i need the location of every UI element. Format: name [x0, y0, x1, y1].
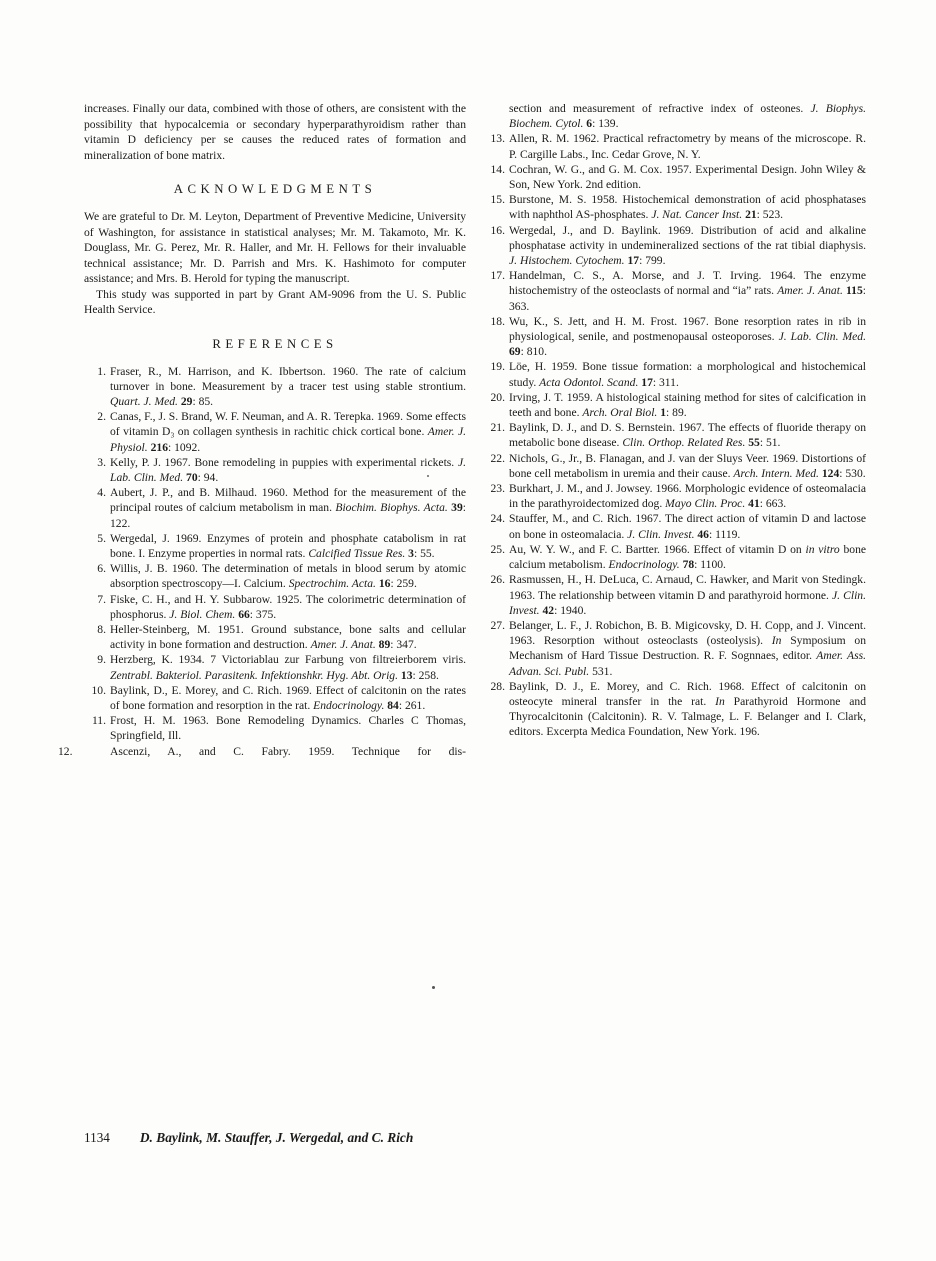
text-run: Irving, J. T. 1959. A histological staining method for sites of calcification in teeth and bone.: [509, 390, 866, 420]
reference-text: [509, 512, 866, 540]
volume-number: 84: [387, 698, 399, 712]
scan-artifact-dot: [432, 986, 435, 989]
reference-text: [110, 745, 466, 758]
volume-number: 39: [451, 501, 463, 515]
reference-text: [509, 360, 866, 388]
text-run: Burstone, M. S. 1958. Histochemical demonstration of acid phosphatases with naphthol AS-phosphates.: [509, 193, 866, 222]
italic-run: Arch. Intern. Med.: [733, 466, 819, 480]
text-run: Baylink, D., E. Morey, and C. Rich. 1969. Effect of calcitonin on the rates of bone formation and resorption in the rat.: [110, 683, 466, 712]
reference-item: [492, 359, 866, 389]
acknowledgments-heading: ACKNOWLEDGMENTS: [173, 182, 377, 196]
italic-run: Mayo Clin. Proc.: [665, 497, 746, 511]
italic-run: J. Biophys. Biochem. Cytol.: [509, 102, 866, 131]
italic-run: J. Clin. Invest.: [509, 588, 866, 617]
page-footer: [84, 1130, 413, 1146]
reference-number: 26.: [490, 573, 505, 587]
reference-item: [492, 542, 866, 572]
reference-item: [84, 713, 466, 743]
text-run: : 347.: [390, 638, 417, 652]
volume-number: 55: [748, 436, 760, 450]
volume-number: 3: [408, 546, 414, 560]
reference-text: [509, 391, 866, 419]
text-run: Burkhart, J. M., and J. Jowsey. 1966. Morphologic evidence of osteomalacia in the parathyroidectomized dog.: [509, 482, 866, 511]
reference-number: 17.: [490, 269, 505, 283]
reference-text: [110, 365, 466, 408]
text-run: : 810.: [520, 345, 548, 359]
reference-item: [84, 561, 466, 591]
reference-number: 11.: [91, 714, 106, 728]
running-authors: D. Baylink, M. Stauffer, J. Wergedal, and C. Rich: [139, 1130, 414, 1145]
volume-number: 1: [660, 406, 667, 420]
text-run: Au, W. Y. W., and F. C. Bartter. 1966. Effect of vitamin D on: [509, 542, 806, 556]
text-run: Allen, R. M. 1962. Practical refractometry by means of the microscope. R. P. Cargille Labs., Inc. Cedar Grove, N. Y.: [509, 132, 866, 161]
volume-number: 89: [378, 638, 391, 652]
reference-text: [509, 163, 866, 191]
reference-item: [84, 485, 466, 531]
italic-run: Spectrochim. Acta.: [288, 577, 376, 591]
reference-text: [509, 421, 866, 449]
reference-text: [509, 269, 866, 312]
reference-number: 4.: [97, 486, 106, 500]
reference-text: [509, 193, 866, 221]
reference-item: [492, 572, 866, 618]
reference-number: 28.: [490, 679, 505, 693]
text-run: Kelly, P. J. 1967. Bone remodeling in puppies with experimental rickets.: [110, 455, 458, 469]
text-run: Löe, H. 1959. Bone tissue formation: a morphological and histochemical study.: [509, 360, 866, 389]
italic-run: Biochim. Biophys. Acta.: [335, 501, 448, 515]
text-run: : 85.: [192, 394, 214, 408]
reference-text: [110, 684, 466, 712]
text-run: bone calcium metabolism.: [509, 542, 867, 572]
reference-item: [492, 192, 866, 222]
italic-run: in vitro: [805, 542, 840, 556]
reference-number: 23.: [490, 482, 505, 496]
volume-number: 6: [586, 117, 593, 131]
italic-run: J. Lab. Clin. Med.: [778, 330, 866, 344]
reference-text: [110, 562, 466, 590]
text-run: : 1940.: [554, 603, 587, 617]
italic-run: J. Nat. Cancer Inst.: [651, 208, 743, 222]
reference-text: [509, 619, 866, 678]
italic-run: Calcified Tissue Res.: [308, 546, 406, 560]
text-run: Wu, K., S. Jett, and H. M. Frost. 1967. Bone resorption rates in rib in physiological, senile, and postmenopausal osteoporoses.: [509, 314, 866, 344]
closing-paragraph: increases. Finally our data, combined with those of others, are consistent with the possibility that hypocalcemia or secondary hyperparathyroidism rather than vitamin D deficiency per se causes the reduced rates of formation and mineralization of bone matrix.: [84, 102, 466, 162]
reference-number: 7.: [97, 592, 106, 606]
text-run: Canas, F., J. S. Brand, W. F. Neuman, and A. R. Terepka. 1969. Some effects of vitamin D₃ on collagen synthesis in rachitic chick cortical bone.: [110, 410, 466, 439]
volume-number: 17: [641, 375, 653, 389]
italic-run: Acta Odontol. Scand.: [539, 375, 639, 389]
reference-item: [492, 390, 866, 420]
reference-item: [84, 455, 466, 485]
italic-run: Amer. Ass. Advan. Sci. Publ.: [509, 649, 867, 678]
text-run: Handelman, C. S., A. Morse, and J. T. Irving. 1964. The enzyme histochemistry of the osteoclasts of normal and “ia” rats.: [509, 269, 866, 298]
reference-item: [492, 618, 866, 679]
reference-text: [509, 680, 866, 739]
reference-text: [509, 315, 866, 358]
reference-item: [84, 652, 466, 682]
reference-text: [110, 410, 466, 453]
text-run: Belanger, L. F., J. Robichon, B. B. Migicovsky, D. H. Copp, and J. Vincent. 1963. Resorption without osteoclasts (osteolysis).: [509, 618, 866, 648]
italic-run: Amer. J. Anat.: [777, 284, 843, 298]
reference-text: [509, 482, 866, 510]
italic-run: J. Biol. Chem.: [169, 607, 236, 621]
references-heading: REFERENCES: [212, 336, 338, 351]
reference-text: [110, 456, 466, 484]
text-run: Cochran, W. G., and G. M. Cox. 1957. Experimental Design. John Wiley & Son, New York. 2nd edition.: [509, 162, 866, 192]
text-run: Ascenzi, A., and C. Fabry. 1959. Technique for dis-: [110, 744, 466, 758]
text-run: : 663.: [759, 497, 787, 511]
reference-number: 13.: [490, 132, 505, 146]
reference-item: [84, 409, 466, 455]
reference-item: [58, 744, 466, 759]
reference-number: 15.: [490, 193, 505, 207]
reference-number: 24.: [490, 512, 505, 526]
volume-number: 16: [378, 577, 391, 591]
references-list-right: [492, 131, 866, 739]
reference-text: [110, 653, 466, 681]
reference-item: [492, 451, 866, 481]
reference-number: 27.: [490, 618, 505, 632]
reference-number: 14.: [490, 162, 505, 176]
text-run: : 530.: [839, 466, 866, 480]
italic-run: J. Clin. Invest.: [627, 527, 695, 541]
italic-run: Endocrinology.: [608, 558, 680, 572]
reference-item: [492, 162, 866, 192]
italic-run: In: [771, 634, 782, 648]
text-run: : 799.: [639, 254, 666, 268]
text-run: : 1119.: [708, 527, 741, 541]
text-run: Nichols, G., Jr., B. Flanagan, and J. van der Sluys Veer. 1969. Distortions of bone cell metabolism in uremia and their cause.: [509, 451, 866, 480]
text-run: Herzberg, K. 1934. 7 Victoriablau zur Farbung von filtreierborem viris.: [110, 653, 466, 667]
volume-number: 124: [821, 466, 840, 480]
italic-run: Quart. J. Med.: [110, 394, 178, 408]
reference-text: [110, 486, 466, 529]
reference-number: 10.: [91, 683, 106, 697]
reference-number: 21.: [490, 421, 505, 435]
text-run: : 375.: [249, 607, 277, 621]
reference-item: [492, 420, 866, 450]
volume-number: 66: [238, 607, 250, 621]
text-run: Frost, H. M. 1963. Bone Remodeling Dynamics. Charles C Thomas, Springfield, Ill.: [110, 714, 466, 743]
reference-item: [492, 131, 866, 161]
text-run: Wergedal, J., and D. Baylink. 1969. Distribution of acid and alkaline phosphatase activity in undemineralized sections of the rat tibial diaphysis.: [509, 223, 866, 252]
text-run: : 94.: [197, 470, 219, 484]
volume-number: 13: [400, 668, 413, 682]
reference-number: 19.: [490, 360, 505, 374]
text-run: : 258.: [412, 668, 439, 682]
reference-number: 20.: [490, 390, 505, 404]
references-list-left: [58, 364, 466, 759]
reference-number: 2.: [97, 410, 106, 424]
text-run: : 261.: [398, 698, 426, 712]
left-column: [58, 101, 466, 759]
text-run: Wergedal, J. 1969. Enzymes of protein and phosphate catabolism in rat bone. I. Enzyme properties in normal rats.: [110, 531, 466, 560]
reference-number: 6.: [97, 562, 106, 576]
reference-item: [492, 314, 866, 360]
reference-item: [492, 223, 866, 269]
volume-number: 69: [509, 345, 521, 359]
text-run: Stauffer, M., and C. Rich. 1967. The direct action of vitamin D and lactose on bone in osteomalacia.: [509, 512, 866, 541]
reference-12-continuation: [492, 101, 866, 131]
reference-number: 8.: [97, 622, 106, 636]
reference-text: [110, 714, 466, 742]
reference-item: [84, 683, 466, 713]
volume-number: 42: [542, 603, 555, 617]
reference-item: [492, 268, 866, 314]
italic-run: In: [715, 694, 725, 708]
text-run: Willis, J. B. 1960. The determination of metals in blood serum by atomic absorption spectroscopy—I. Calcium.: [110, 562, 466, 591]
text-run: : 523.: [756, 208, 784, 222]
reference-text: [509, 543, 866, 571]
italic-run: Clin. Orthop. Related Res.: [622, 436, 746, 450]
reference-number: 16.: [490, 223, 505, 237]
page-number: 1134: [84, 1130, 110, 1145]
funding-paragraph: This study was supported in part by Grant AM-9096 from the U. S. Public Health Service.: [84, 287, 466, 316]
text-run: Fraser, R., M. Harrison, and K. Ibbertson. 1960. The rate of calcium turnover in bone. Measurement by a tracer test using stable strontium.: [110, 364, 466, 393]
text-run: : 363.: [509, 284, 866, 313]
volume-number: 29: [180, 394, 193, 408]
reference-number: 3.: [97, 455, 106, 469]
reference-text: [509, 452, 866, 480]
volume-number: 41: [748, 497, 760, 511]
reference-item: [492, 481, 866, 511]
reference-item: [84, 364, 466, 410]
text-run: 531.: [589, 664, 613, 678]
text-run: section and measurement of refractive index of osteones.: [509, 102, 811, 115]
reference-item: [492, 679, 866, 740]
volume-number: 78: [682, 558, 695, 572]
text-run: : 139.: [592, 117, 619, 131]
reference-number: 25.: [490, 542, 505, 556]
text-run: Fiske, C. H., and H. Y. Subbarow. 1925. The colorimetric determination of phosphorus.: [110, 592, 466, 621]
text-run: Symposium on Mechanism of Hard Tissue Destruction. R. F. Sognnaes, editor.: [509, 634, 866, 663]
text-run: Heller-Steinberg, M. 1951. Ground substance, bone salts and cellular activity in bone formation and destruction.: [110, 622, 466, 652]
italic-run: J. Lab. Clin. Med.: [110, 455, 466, 484]
text-run: : 89.: [666, 406, 687, 420]
text-run: : 51.: [759, 436, 781, 450]
text-run: : 1092.: [167, 440, 201, 454]
italic-run: Amer. J. Anat.: [310, 638, 376, 652]
volume-number: 21: [745, 208, 757, 222]
reference-item: [84, 531, 466, 561]
italic-run: Zentrabl. Bakteriol. Parasitenk. Infektionshkr. Hyg. Abt. Orig.: [110, 668, 398, 682]
text-run: Rasmussen, H., H. DeLuca, C. Arnaud, C. Hawker, and Marit von Stedingk. 1963. The relationship between vitamin D and parathyroid hormone.: [509, 573, 866, 602]
reference-number: 9.: [97, 653, 106, 667]
volume-number: 46: [697, 527, 709, 541]
text-run: : 311.: [652, 375, 679, 389]
text-run: Aubert, J. P., and B. Milhaud. 1960. Method for the measurement of the principal routes of calcium metabolism in man.: [110, 486, 466, 515]
right-column: [492, 101, 866, 740]
reference-text: [110, 593, 466, 621]
volume-number: 216: [150, 440, 168, 454]
text-run: : 1100.: [694, 558, 726, 572]
reference-text: [509, 132, 866, 160]
text-run: Parathyroid Hormone and Thyrocalcitonin (Calcitonin). R. V. Talmage, L. F. Belanger and I. Clark, editors. Excerpta Medica Foundation, New York. 196.: [509, 694, 866, 739]
reference-number: 1.: [97, 364, 106, 378]
reference-number: 12.: [58, 744, 73, 758]
scan-artifact-dot: [427, 475, 429, 477]
reference-number: 22.: [490, 451, 505, 465]
reference-text: [509, 573, 866, 616]
reference-number: 5.: [97, 531, 106, 545]
reference-text: [509, 224, 866, 267]
volume-number: 17: [627, 254, 640, 268]
reference-item: [492, 511, 866, 541]
italic-run: J. Histochem. Cytochem.: [509, 254, 625, 268]
acknowledgments-paragraph: We are grateful to Dr. M. Leyton, Department of Preventive Medicine, University of Washington, for assistance in statistical analyses; Mr. M. Takamoto, Mr. K. Douglass, Mr. G. Perez, Mr. R. Haller, and Mr. H. Fellows for their invaluable technical assistance; Mr. D. Parrish and Mrs. K. Hashimoto for computer assistance; and Mrs. B. Herold for typing the manuscript.: [84, 210, 466, 285]
volume-number: 70: [186, 470, 198, 484]
italic-run: Arch. Oral Biol.: [582, 406, 658, 420]
text-run: : 122.: [110, 501, 466, 530]
text-run: Baylink, D. J., and D. S. Bernstein. 1967. The effects of fluoride therapy on metabolic bone disease.: [509, 421, 866, 450]
italic-run: Amer. J. Physiol.: [110, 425, 466, 454]
reference-item: [84, 592, 466, 622]
volume-number: 115: [846, 284, 863, 298]
text-run: : 259.: [390, 577, 417, 591]
text-run: : 55.: [413, 546, 435, 560]
text-run: Baylink, D. J., E. Morey, and C. Rich. 1968. Effect of calcitonin on osteocyte mineral transfer in the rat.: [509, 679, 866, 708]
reference-item: [84, 622, 466, 652]
reference-text: [110, 532, 466, 560]
reference-text: [110, 623, 466, 651]
italic-run: Endocrinology.: [313, 698, 385, 712]
reference-number: 18.: [490, 314, 505, 328]
